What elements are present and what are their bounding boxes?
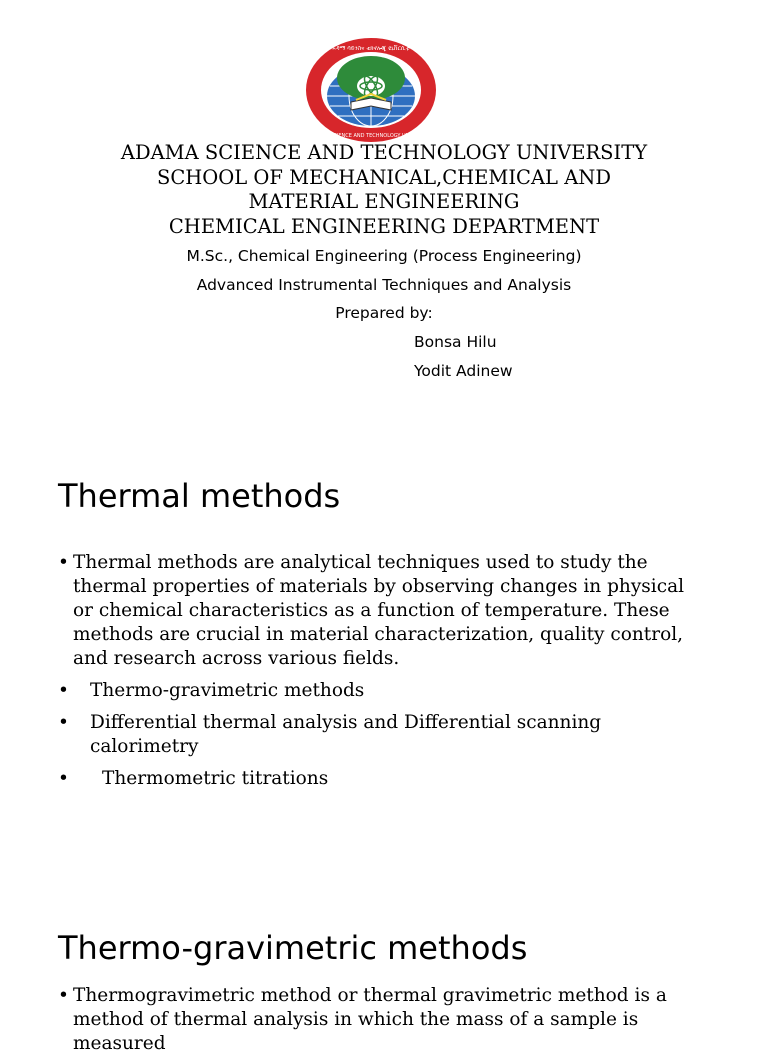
author-name: Bonsa Hilu [414,333,497,351]
list-item [58,679,708,703]
logo-text: ADAMA SCIENCE AND TECHNOLOGY UNIVERSITY [310,133,432,139]
bullet-text: Thermo-gravimetric methods [90,680,365,701]
bullet-list [58,551,708,791]
university-logo [304,36,438,144]
program-name: M.Sc., Chemical Engineering (Process Engineering) [186,247,582,265]
author-name: Yodit Adinew [414,362,513,380]
slide-heading: Thermal methods [58,477,341,515]
bullet-symbol: • [58,552,69,573]
list-item [58,984,708,1056]
slide-heading: Thermo-gravimetric methods [58,929,528,967]
university-title [0,141,768,239]
university-line: MATERIAL ENGINEERING [248,190,520,213]
bullet-text: Differential thermal analysis and Differential scanning calorimetry [90,712,602,757]
bullet-symbol: • [58,985,69,1006]
thermal-methods-slide [0,440,768,860]
bullet-list [58,984,708,1056]
bullet-text: Thermometric titrations [102,768,329,789]
bullet-symbol: • [58,680,69,701]
list-item [58,767,708,791]
bullet-text: Thermal methods are analytical techniques used to study the thermal properties of materials by observing changes in physical or chemical characteristics as a function of temperature. These methods are crucial in material characterization, quality control, and research across various fields. [73,552,685,669]
prepared-by-label: Prepared by: [335,304,433,322]
title-slide [0,0,768,420]
university-line: CHEMICAL ENGINEERING DEPARTMENT [168,214,600,238]
list-item [58,551,708,671]
bullet-text: Thermogravimetric method or thermal gravimetric method is a method of thermal analysis in which the mass of a sample is measured [73,985,667,1054]
course-name: Advanced Instrumental Techniques and Analysis [196,276,572,294]
list-item [58,711,708,759]
svg-text:ኣዳማ ሳይንስና ቴክኖሎጂ ዩኒቨርሲቲ: ኣዳማ ሳይንስና ቴክኖሎጂ ዩኒቨርሲቲ [332,45,410,52]
thermo-gravimetric-slide [0,880,768,1054]
university-line: SCHOOL OF MECHANICAL,CHEMICAL AND [156,165,611,189]
bullet-symbol: • [58,768,69,789]
bullet-symbol: • [58,712,69,733]
university-line: ADAMA SCIENCE AND TECHNOLOGY UNIVERSITY [120,141,648,164]
